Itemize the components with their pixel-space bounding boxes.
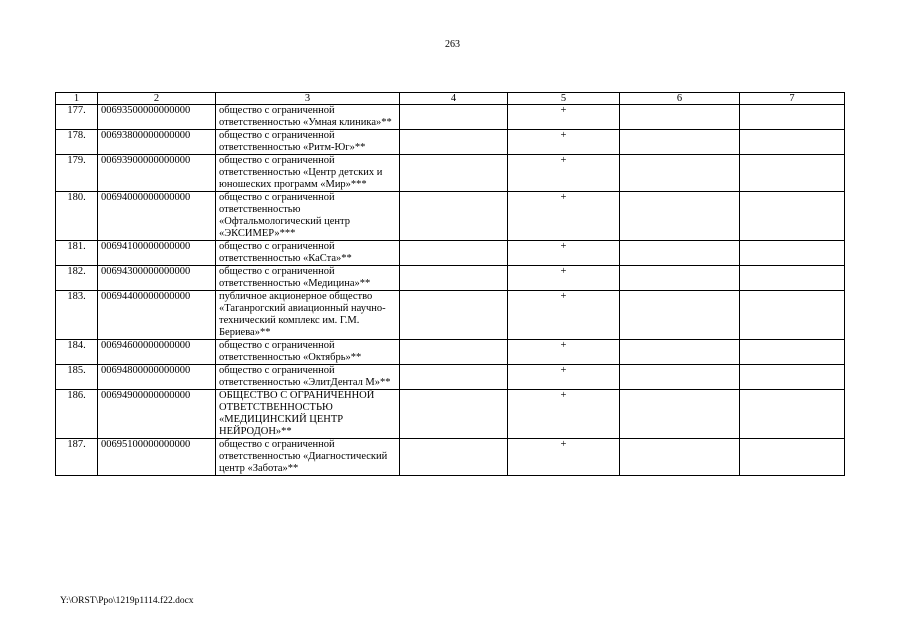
- cell-col-6: [620, 130, 740, 155]
- cell-col-7: [740, 291, 845, 340]
- table-row: [56, 365, 845, 390]
- organization-code: 00694900000000000: [98, 390, 216, 439]
- row-number: 183.: [56, 291, 98, 340]
- organization-code: 00694600000000000: [98, 340, 216, 365]
- organization-name: общество с ограниченной ответственностью «Офтальмологический центр «ЭКСИМЕР»***: [216, 192, 400, 241]
- cell-col-6: [620, 390, 740, 439]
- cell-col-7: [740, 439, 845, 476]
- cell-col-7: [740, 155, 845, 192]
- cell-col-5: +: [508, 266, 620, 291]
- cell-col-6: [620, 365, 740, 390]
- registry-table: [55, 92, 845, 476]
- cell-col-6: [620, 291, 740, 340]
- table-row: [56, 155, 845, 192]
- page-number: 263: [445, 39, 460, 50]
- cell-col-6: [620, 340, 740, 365]
- cell-col-5: +: [508, 192, 620, 241]
- column-header: 3: [216, 93, 400, 105]
- cell-col-7: [740, 241, 845, 266]
- table-row: [56, 192, 845, 241]
- row-number: 180.: [56, 192, 98, 241]
- column-header: 4: [400, 93, 508, 105]
- cell-col-7: [740, 105, 845, 130]
- table-row: [56, 266, 845, 291]
- organization-code: 00695100000000000: [98, 439, 216, 476]
- cell-col-6: [620, 266, 740, 291]
- table-row: [56, 439, 845, 476]
- cell-col-4: [400, 439, 508, 476]
- row-number: 184.: [56, 340, 98, 365]
- organization-code: 00693900000000000: [98, 155, 216, 192]
- cell-col-4: [400, 365, 508, 390]
- cell-col-4: [400, 340, 508, 365]
- column-header: 5: [508, 93, 620, 105]
- organization-name: общество с ограниченной ответственностью «ЭлитДентал М»**: [216, 365, 400, 390]
- organization-code: 00693800000000000: [98, 130, 216, 155]
- organization-name: общество с ограниченной ответственностью «Октябрь»**: [216, 340, 400, 365]
- organization-code: 00693500000000000: [98, 105, 216, 130]
- cell-col-4: [400, 266, 508, 291]
- cell-col-4: [400, 155, 508, 192]
- table-row: [56, 340, 845, 365]
- column-header: 1: [56, 93, 98, 105]
- cell-col-7: [740, 192, 845, 241]
- cell-col-5: +: [508, 291, 620, 340]
- cell-col-7: [740, 340, 845, 365]
- cell-col-4: [400, 390, 508, 439]
- cell-col-5: +: [508, 241, 620, 266]
- organization-code: 00694800000000000: [98, 365, 216, 390]
- organization-code: 00694300000000000: [98, 266, 216, 291]
- cell-col-7: [740, 266, 845, 291]
- organization-name: общество с ограниченной ответственностью «Диагностический центр «Забота»**: [216, 439, 400, 476]
- cell-col-6: [620, 439, 740, 476]
- row-number: 179.: [56, 155, 98, 192]
- table-row: [56, 291, 845, 340]
- cell-col-6: [620, 241, 740, 266]
- cell-col-5: +: [508, 390, 620, 439]
- cell-col-6: [620, 192, 740, 241]
- cell-col-7: [740, 130, 845, 155]
- column-number-row: [56, 93, 845, 105]
- cell-col-4: [400, 105, 508, 130]
- organization-name: общество с ограниченной ответственностью «Умная клиника»**: [216, 105, 400, 130]
- cell-col-5: +: [508, 439, 620, 476]
- row-number: 185.: [56, 365, 98, 390]
- column-header: 6: [620, 93, 740, 105]
- cell-col-6: [620, 105, 740, 130]
- row-number: 187.: [56, 439, 98, 476]
- table-row: [56, 105, 845, 130]
- row-number: 181.: [56, 241, 98, 266]
- cell-col-5: +: [508, 130, 620, 155]
- column-header: 2: [98, 93, 216, 105]
- table-row: [56, 241, 845, 266]
- cell-col-4: [400, 192, 508, 241]
- document-file-path: Y:\ORST\Ppo\1219p1114.f22.docx: [60, 596, 194, 606]
- organization-name: общество с ограниченной ответственностью «КаСта»**: [216, 241, 400, 266]
- cell-col-7: [740, 365, 845, 390]
- cell-col-5: +: [508, 340, 620, 365]
- table-row: [56, 390, 845, 439]
- column-header: 7: [740, 93, 845, 105]
- organization-name: общество с ограниченной ответственностью «Медицина»**: [216, 266, 400, 291]
- organization-code: 00694400000000000: [98, 291, 216, 340]
- row-number: 177.: [56, 105, 98, 130]
- organization-name: ОБЩЕСТВО С ОГРАНИЧЕННОЙ ОТВЕТСТВЕННОСТЬЮ «МЕДИЦИНСКИЙ ЦЕНТР НЕЙРОДОН»**: [216, 390, 400, 439]
- organization-name: общество с ограниченной ответственностью «Центр детских и юношеских программ «Мир»***: [216, 155, 400, 192]
- row-number: 182.: [56, 266, 98, 291]
- cell-col-6: [620, 155, 740, 192]
- row-number: 186.: [56, 390, 98, 439]
- cell-col-5: +: [508, 155, 620, 192]
- cell-col-5: +: [508, 105, 620, 130]
- row-number: 178.: [56, 130, 98, 155]
- organization-code: 00694000000000000: [98, 192, 216, 241]
- organization-name: общество с ограниченной ответственностью «Ритм-Юг»**: [216, 130, 400, 155]
- cell-col-5: +: [508, 365, 620, 390]
- table-row: [56, 130, 845, 155]
- cell-col-4: [400, 130, 508, 155]
- organization-code: 00694100000000000: [98, 241, 216, 266]
- cell-col-4: [400, 241, 508, 266]
- organization-name: публичное акционерное общество «Таганрогский авиационный научно-технический комплекс им. Г.М. Бериева»**: [216, 291, 400, 340]
- cell-col-4: [400, 291, 508, 340]
- cell-col-7: [740, 390, 845, 439]
